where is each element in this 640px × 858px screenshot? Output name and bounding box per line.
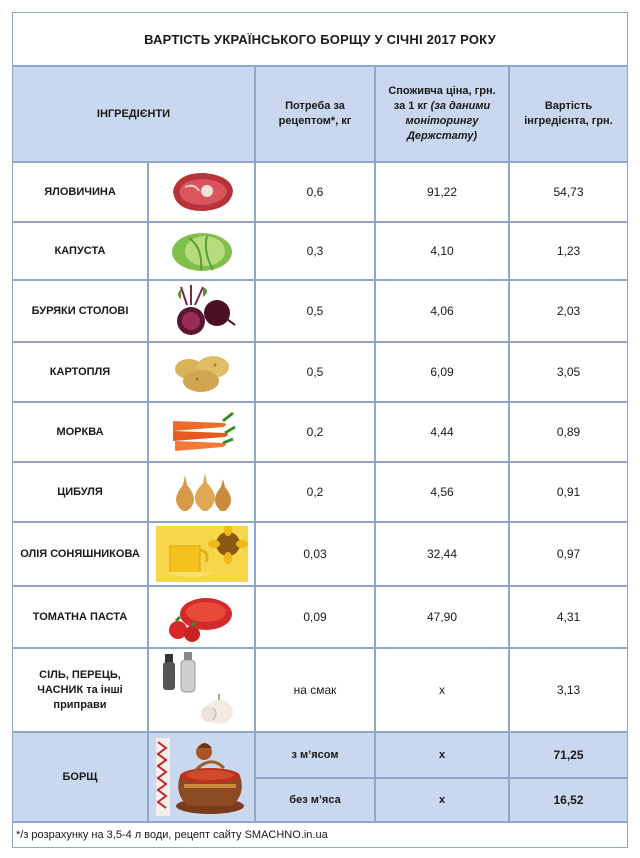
ingredient-cost: 1,23 [509,222,628,280]
borscht-without-meat-label: без м’яса [255,778,375,822]
footnote: */з розрахунку на 3,5-4 л води, рецепт сайту SMACHNO.in.ua [12,822,628,848]
carrot-icon [167,409,237,455]
ingredient-need: 0,3 [255,222,375,280]
ingredient-price: 32,44 [375,522,509,586]
borscht-pot-icon [148,732,255,822]
tomato-paste-icon [162,592,242,642]
beetroot-icon [148,280,255,342]
onion-icon [167,469,237,515]
ingredient-price: 4,10 [375,222,509,280]
borscht-cost-table [12,12,628,848]
ingredient-need: на смак [255,648,375,732]
ingredient-need: 0,03 [255,522,375,586]
borscht-with-meat-price: х [375,732,509,778]
ingredient-name: СІЛЬ, ПЕРЕЦЬ, ЧАСНИК та інші приправи [12,648,148,732]
header-price-text: Споживча ціна, грн. за 1 кг [388,85,496,112]
ingredient-cost: 0,91 [509,462,628,522]
cabbage-icon [148,222,255,280]
ingredient-cost: 0,97 [509,522,628,586]
ingredient-need: 0,6 [255,162,375,222]
ingredient-cost: 54,73 [509,162,628,222]
borscht-with-meat-cost: 71,25 [509,732,628,778]
ingredient-need: 0,2 [255,462,375,522]
ingredient-price: х [375,648,509,732]
header-need: Потреба за рецептом*, кг [255,66,375,162]
ingredient-name: ТОМАТНА ПАСТА [12,586,148,648]
ingredient-cost: 2,03 [509,280,628,342]
ingredient-price: 4,56 [375,462,509,522]
ingredient-cost: 3,13 [509,648,628,732]
ingredient-price: 6,09 [375,342,509,402]
ingredient-price: 47,90 [375,586,509,648]
beef-icon [167,169,237,215]
ingredient-name: КАПУСТА [12,222,148,280]
ingredient-price: 4,44 [375,402,509,462]
potato-icon [167,349,237,395]
borscht-with-meat-label: з м’ясом [255,732,375,778]
ingredient-need: 0,5 [255,342,375,402]
ingredient-name: КАРТОПЛЯ [12,342,148,402]
ingredient-name: МОРКВА [12,402,148,462]
header-cost: Вартість інгредієнта, грн. [509,66,628,162]
ingredient-name: ОЛІЯ СОНЯШНИКОВА [12,522,148,586]
ingredient-cost: 4,31 [509,586,628,648]
ingredient-name: БУРЯКИ СТОЛОВІ [12,280,148,342]
ingredient-name: ЯЛОВИЧИНА [12,162,148,222]
borscht-label: БОРЩ [12,732,148,822]
onion-icon [148,462,255,522]
potato-icon [148,342,255,402]
spices-icon [157,652,247,728]
tomato-paste-icon [148,586,255,648]
sunflower-oil-icon [148,522,255,586]
ingredient-need: 0,09 [255,586,375,648]
ingredient-price: 4,06 [375,280,509,342]
beef-icon [148,162,255,222]
borscht-without-meat-price: х [375,778,509,822]
carrot-icon [148,402,255,462]
ingredient-cost: 0,89 [509,402,628,462]
borscht-without-meat-cost: 16,52 [509,778,628,822]
ingredient-name: ЦИБУЛЯ [12,462,148,522]
ingredient-need: 0,5 [255,280,375,342]
spices-icon [148,648,255,732]
cabbage-icon [167,228,237,274]
ingredient-price: 91,22 [375,162,509,222]
header-price-note: (за даними моніторингу Держстату) [405,100,491,142]
beetroot-icon [167,283,237,339]
header-price [375,66,509,162]
sunflower-oil-icon [156,526,248,582]
table-title: ВАРТІСТЬ УКРАЇНСЬКОГО БОРЩУ У СІЧНІ 2017 РОКУ [12,12,628,66]
ingredient-need: 0,2 [255,402,375,462]
ingredient-cost: 3,05 [509,342,628,402]
header-ingredients: ІНГРЕДІЄНТИ [12,66,255,162]
